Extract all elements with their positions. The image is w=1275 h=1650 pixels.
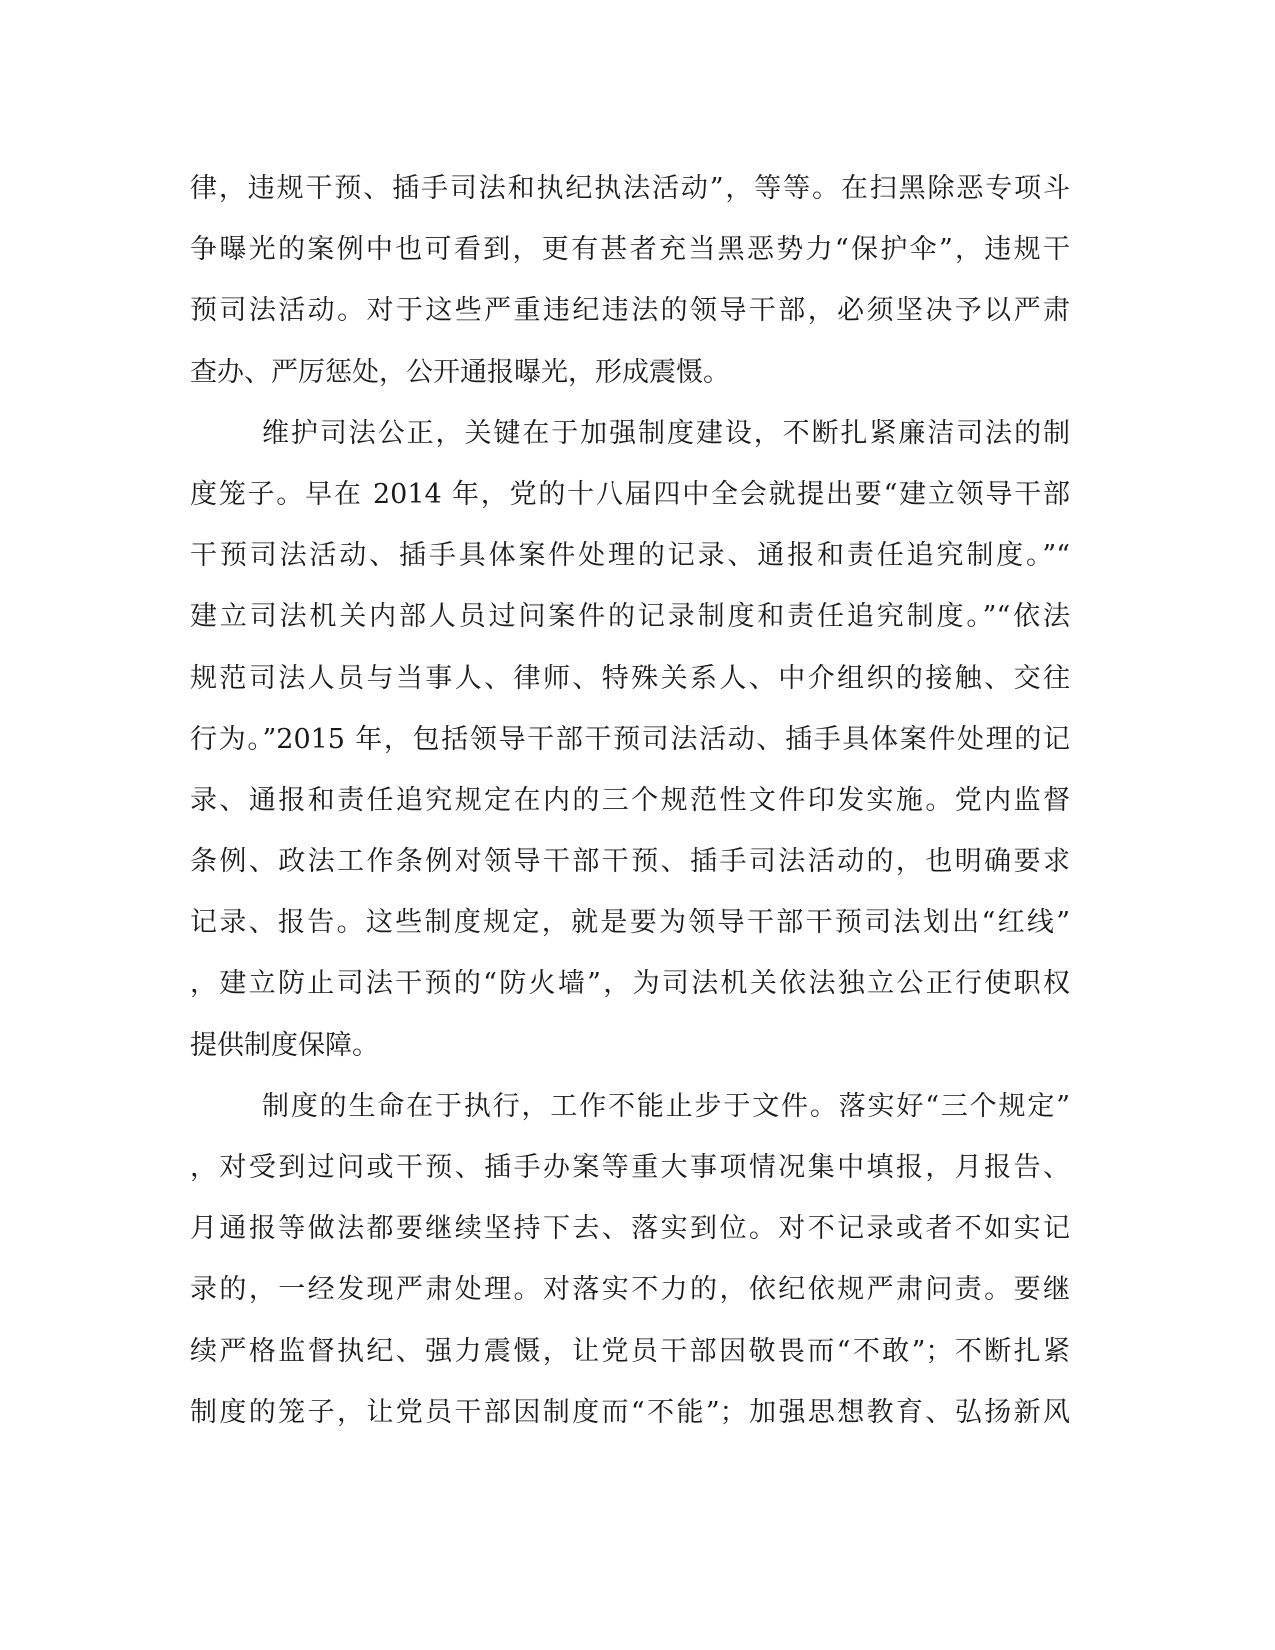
text-line: ，建立防止司法干预的“防火墙”，为司法机关依法独立公正行使职权	[190, 968, 1070, 1000]
text-line: 制度的笼子，让党员干部因制度而“不能”；加强思想教育、弘扬新风	[190, 1396, 1070, 1428]
text-line: 记录、报告。这些制度规定，就是要为领导干部干预司法划出“红线”	[190, 907, 1070, 939]
text-line: 干预司法活动、插手具体案件处理的记录、通报和责任追究制度。”“	[190, 540, 1070, 572]
text-line: 行为。”2015 年，包括领导干部干预司法活动、插手具体案件处理的记	[190, 723, 1070, 755]
paragraph-first-line: 维护司法公正，关键在于加强制度建设，不断扎紧廉洁司法的制	[262, 417, 1070, 449]
text-line: 度笼子。早在 2014 年，党的十八届四中全会就提出要“建立领导干部	[190, 478, 1070, 510]
text-line: 建立司法机关内部人员过问案件的记录制度和责任追究制度。”“依法	[190, 601, 1070, 633]
paragraph-first-line: 制度的生命在于执行，工作不能止步于文件。落实好“三个规定”	[262, 1090, 1070, 1122]
text-line: 续严格监督执纪、强力震慑，让党员干部因敬畏而“不敢”；不断扎紧	[190, 1335, 1070, 1367]
text-line: 预司法活动。对于这些严重违纪违法的领导干部，必须坚决予以严肃	[190, 295, 1070, 327]
text-line: 月通报等做法都要继续坚持下去、落实到位。对不记录或者不如实记	[190, 1213, 1070, 1245]
text-line: 录、通报和责任追究规定在内的三个规范性文件印发实施。党内监督	[190, 784, 1070, 816]
text-line: 录的，一经发现严肃处理。对落实不力的，依纪依规严肃问责。要继	[190, 1274, 1070, 1306]
text-line: 争曝光的案例中也可看到，更有甚者充当黑恶势力“保护伞”，违规干	[190, 234, 1070, 266]
body-text	[190, 158, 1070, 1443]
text-line: 条例、政法工作条例对领导干部干预、插手司法活动的，也明确要求	[190, 846, 1070, 878]
text-line: 提供制度保障。	[190, 1029, 379, 1061]
text-line: 查办、严厉惩处，公开通报曝光，形成震慑。	[190, 356, 730, 388]
text-line: 律，违规干预、插手司法和执纪执法活动”，等等。在扫黑除恶专项斗	[190, 173, 1070, 204]
text-line: 规范司法人员与当事人、律师、特殊关系人、中介组织的接触、交往	[190, 662, 1070, 694]
text-line: ，对受到过问或干预、插手办案等重大事项情况集中填报，月报告、	[190, 1152, 1070, 1183]
